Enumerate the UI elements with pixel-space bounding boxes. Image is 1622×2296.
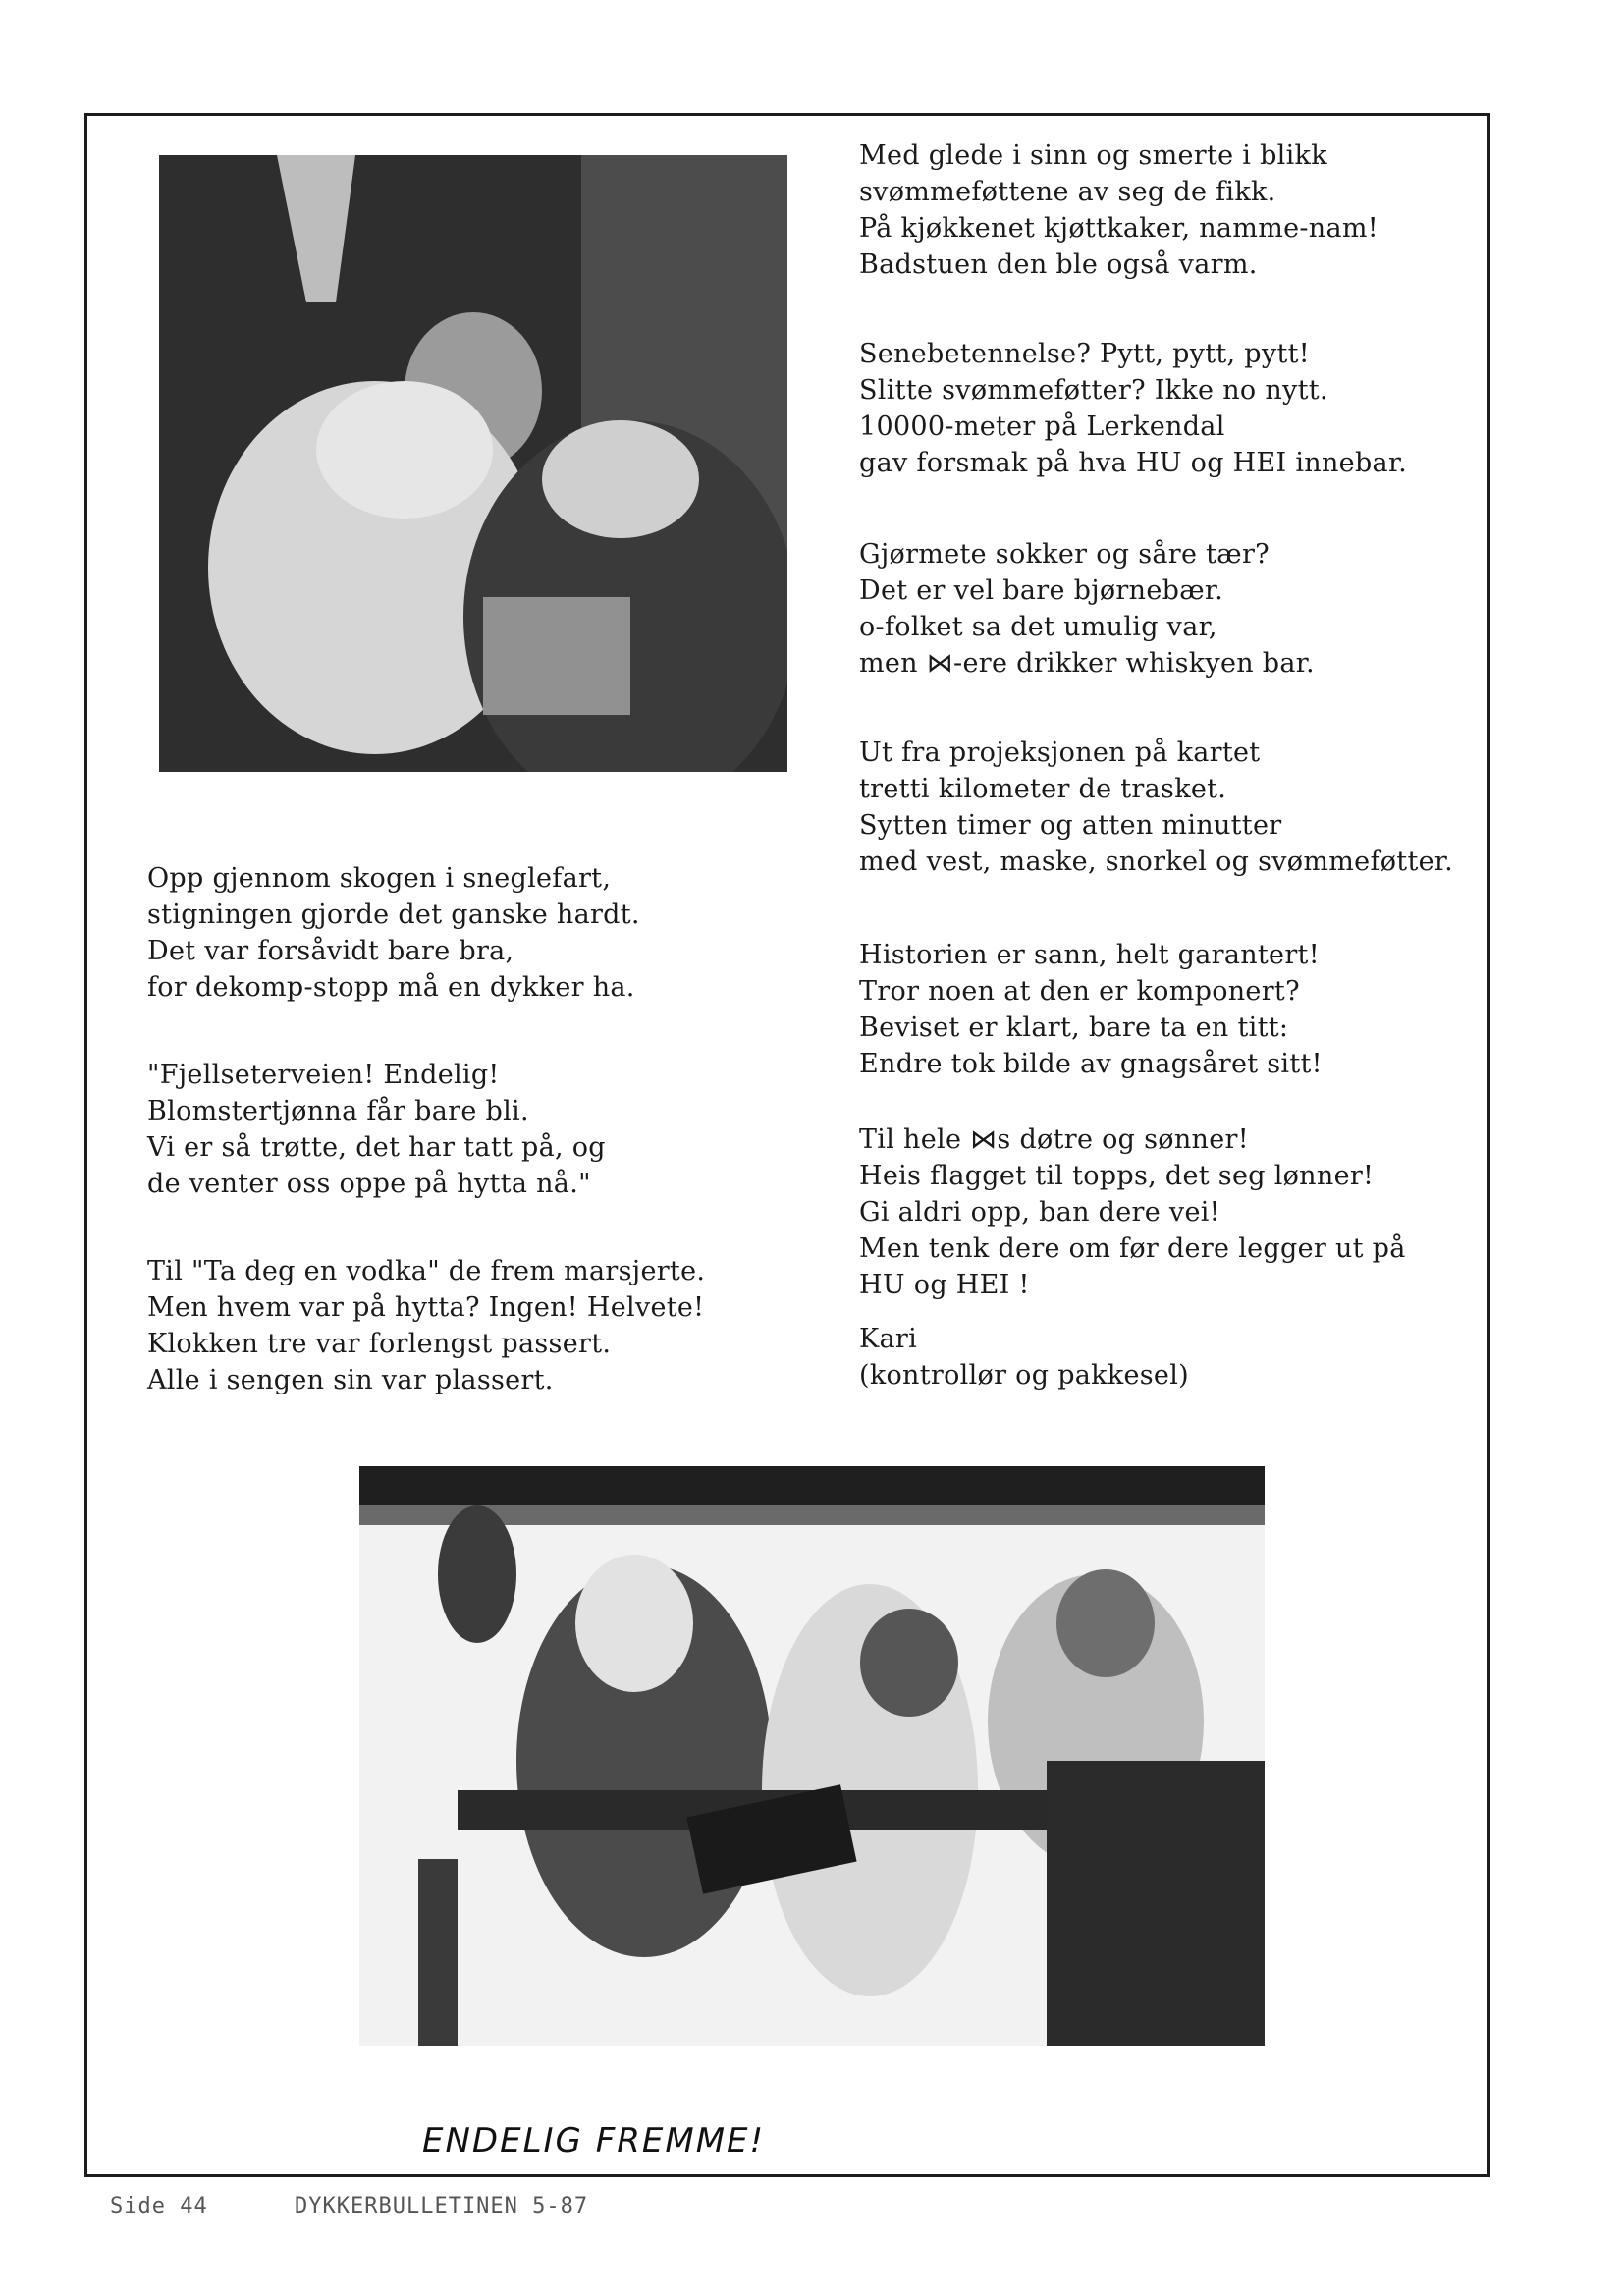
poem-line: for dekomp-stopp må en dykker ha. (147, 972, 635, 1003)
poem-right-stanza-1 (859, 137, 1379, 283)
poem-line: På kjøkkenet kjøttkaker, namme-nam! (859, 213, 1379, 244)
photo-caption-handwritten: ENDELIG FREMME! (422, 2121, 766, 2160)
poem-line: de venter oss oppe på hytta nå." (147, 1169, 591, 1199)
poem-left-stanza-1 (147, 860, 640, 1006)
page-number: Side 44 (110, 2194, 208, 2218)
poem-line: Alle i sengen sin var plassert. (147, 1365, 554, 1395)
poem-line: Beviset er klart, bare ta en titt: (859, 1012, 1289, 1043)
poem-line: Klokken tre var forlengst passert. (147, 1329, 612, 1359)
poem-line: Heis flagget til topps, det seg lønner! (859, 1161, 1375, 1191)
poem-line: Vi er så trøtte, det har tatt på, og (147, 1132, 606, 1163)
poem-line: Slitte svømmeføtter? Ikke no nytt. (859, 375, 1328, 406)
poem-line: Badstuen den ble også varm. (859, 249, 1258, 280)
poem-line: Gi aldri opp, ban dere vei! (859, 1197, 1220, 1228)
poem-line: "Fjellseterveien! Endelig! (147, 1060, 500, 1090)
poem-line: 10000-meter på Lerkendal (859, 411, 1225, 442)
poem-line: stigningen gjorde det ganske hardt. (147, 900, 640, 930)
poem-line: med vest, maske, snorkel og svømmeføtter. (859, 847, 1453, 877)
signature-name: Kari (859, 1324, 918, 1354)
poem-line: Men tenk dere om før dere legger ut på (859, 1233, 1406, 1264)
poem-line: Historien er sann, helt garantert! (859, 940, 1320, 970)
poem-line: Ut fra projeksjonen på kartet (859, 738, 1261, 768)
poem-line: Men hvem var på hytta? Ingen! Helvete! (147, 1292, 705, 1323)
poem-right-stanza-4 (859, 735, 1453, 880)
signature-role: (kontrollør og pakkesel) (859, 1360, 1189, 1391)
poem-line: Tror noen at den er komponert? (859, 976, 1300, 1007)
poem-right-stanza-3 (859, 536, 1315, 682)
poem-line: Sytten timer og atten minutter (859, 810, 1282, 841)
poem-line: Endre tok bilde av gnagsåret sitt! (859, 1049, 1323, 1079)
poem-right-stanza-2 (859, 336, 1407, 481)
poem-line: Blomstertjønna får bare bli. (147, 1096, 529, 1126)
photo-divers-in-cabin (359, 1466, 1265, 2046)
poem-line: tretti kilometer de trasket. (859, 774, 1227, 804)
magazine-title: DYKKERBULLETINEN 5-87 (295, 2194, 589, 2218)
poem-right-stanza-6 (859, 1121, 1406, 1303)
poem-line: Til "Ta deg en vodka" de frem marsjerte. (147, 1256, 706, 1286)
poem-right-stanza-5 (859, 937, 1323, 1082)
poem-line: Senebetennelse? Pytt, pytt, pytt! (859, 339, 1310, 369)
poem-signature (859, 1321, 1189, 1394)
poem-line: Gjørmete sokker og såre tær? (859, 539, 1270, 570)
poem-line: gav forsmak på hva HU og HEI innebar. (859, 448, 1408, 478)
poem-line: HU og HEI ! (859, 1270, 1030, 1300)
poem-line: Med glede i sinn og smerte i blikk (859, 140, 1327, 171)
poem-left-stanza-2 (147, 1057, 606, 1202)
poem-line: Til hele ⋈s døtre og sønner! (859, 1124, 1249, 1155)
photo-divers-resting (159, 155, 787, 772)
poem-line: Det var forsåvidt bare bra, (147, 936, 514, 966)
poem-line: Det er vel bare bjørnebær. (859, 575, 1223, 606)
poem-line: men ⋈-ere drikker whiskyen bar. (859, 648, 1315, 679)
poem-line: o-folket sa det umulig var, (859, 612, 1217, 642)
poem-line: svømmeføttene av seg de fikk. (859, 177, 1276, 207)
poem-line: Opp gjennom skogen i sneglefart, (147, 863, 612, 894)
poem-left-stanza-3 (147, 1253, 705, 1398)
